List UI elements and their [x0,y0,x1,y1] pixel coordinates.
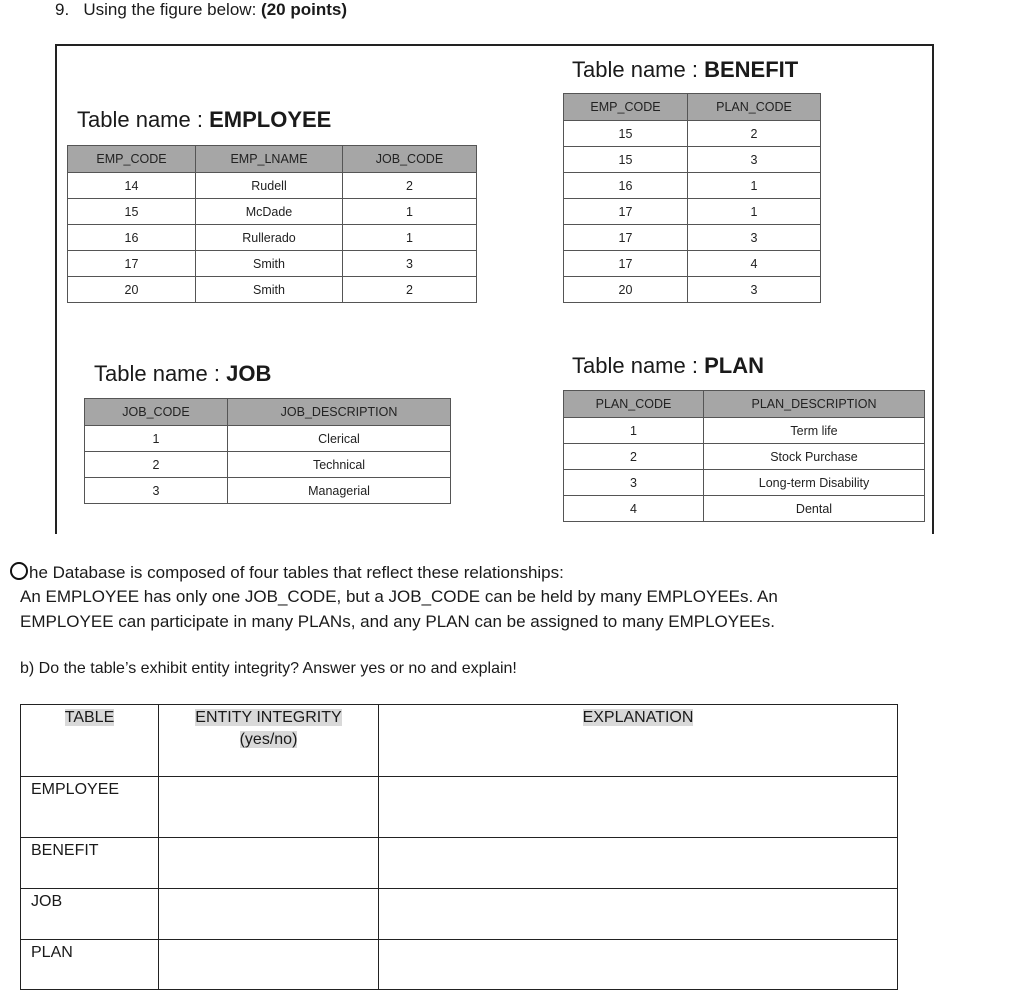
table-row [564,418,925,444]
title-name: BENEFIT [704,57,799,82]
title-prefix: Table name : [77,107,203,132]
job-table [84,398,451,504]
table-row [564,277,821,303]
column-header: EMP_CODE [564,94,688,121]
table-row [564,121,821,147]
table-cell: 17 [564,225,688,251]
description-line-1 [22,562,564,583]
table-cell: 15 [564,147,688,173]
table-cell: 17 [68,251,196,277]
table-row [564,444,925,470]
integrity-answer-cell[interactable] [159,777,379,838]
table-row [564,173,821,199]
table-cell: Technical [228,452,451,478]
table-cell: Managerial [228,478,451,504]
table-cell: 2 [564,444,704,470]
table-cell: 16 [564,173,688,199]
table-row [68,277,477,303]
table-cell: 3 [688,225,821,251]
column-header: EMP_LNAME [196,146,343,173]
header-explanation-cell [379,705,898,777]
employee-table [67,145,477,303]
title-name: EMPLOYEE [209,107,332,132]
table-row [564,199,821,225]
table-row [21,777,898,838]
column-header: EMP_CODE [68,146,196,173]
table-cell: 20 [564,277,688,303]
table-row [21,940,898,990]
table-cell: 20 [68,277,196,303]
table-cell: 3 [688,277,821,303]
plan-table [563,390,925,522]
table-cell: 1 [688,199,821,225]
table-cell: McDade [196,199,343,225]
table-row [85,452,451,478]
table-cell: 2 [85,452,228,478]
table-row [21,838,898,889]
table-row [68,251,477,277]
column-header: JOB_CODE [85,399,228,426]
title-name: JOB [226,361,272,386]
table-row [68,173,477,199]
table-row [68,199,477,225]
table-header-row [564,391,925,418]
table-row [21,889,898,940]
title-prefix: Table name : [572,353,698,378]
explanation-answer-cell[interactable] [379,838,898,889]
answer-table [20,704,898,990]
table-cell: Term life [704,418,925,444]
description-line-2: An EMPLOYEE has only one JOB_CODE, but a JOB_CODE can be held by many EMPLOYEEs. An [20,587,778,606]
column-header: JOB_CODE [343,146,477,173]
header-integrity-line1: ENTITY INTEGRITY [195,709,342,726]
table-header-row [564,94,821,121]
integrity-answer-cell[interactable] [159,838,379,889]
table-cell: Rullerado [196,225,343,251]
table-cell: 15 [564,121,688,147]
header-integrity-line2: (yes/no) [239,731,298,748]
table-header-row [85,399,451,426]
column-header: PLAN_CODE [688,94,821,121]
question-number: 9. [55,0,70,19]
question-text: Using the figure below: [83,0,257,19]
question-heading [55,0,347,20]
table-cell: 2 [343,277,477,303]
explanation-answer-cell[interactable] [379,940,898,990]
description-line-3: EMPLOYEE can participate in many PLANs, and any PLAN can be assigned to many EMPLOYEEs. [20,612,775,631]
table-cell: 17 [564,199,688,225]
table-header-row [68,146,477,173]
explanation-answer-cell[interactable] [379,777,898,838]
table-cell: Dental [704,496,925,522]
table-cell: 1 [85,426,228,452]
title-prefix: Table name : [572,57,698,82]
row-label: JOB [21,889,159,940]
table-cell: Smith [196,251,343,277]
table-cell: 4 [564,496,704,522]
table-cell: Clerical [228,426,451,452]
table-cell: 16 [68,225,196,251]
column-header: JOB_DESCRIPTION [228,399,451,426]
plan-table-title [572,353,764,379]
table-cell: Long-term Disability [704,470,925,496]
job-table-title [94,361,271,387]
title-prefix: Table name : [94,361,220,386]
table-cell: 1 [343,199,477,225]
table-cell: 1 [564,418,704,444]
table-cell: 17 [564,251,688,277]
table-cell: 14 [68,173,196,199]
table-row [564,225,821,251]
part-b-question: b) Do the table’s exhibit entity integrity? Answer yes or no and explain! [20,660,517,677]
question-points: (20 points) [261,0,347,19]
table-row [564,496,925,522]
table-row [85,478,451,504]
table-cell: 3 [688,147,821,173]
title-name: PLAN [704,353,764,378]
table-cell: 3 [564,470,704,496]
row-label: PLAN [21,940,159,990]
benefit-table-title [572,57,798,83]
employee-table-title [77,107,331,133]
table-cell: 2 [343,173,477,199]
row-label: EMPLOYEE [21,777,159,838]
table-cell: Smith [196,277,343,303]
column-header: PLAN_DESCRIPTION [704,391,925,418]
integrity-answer-cell[interactable] [159,940,379,990]
table-row [85,426,451,452]
row-label: BENEFIT [21,838,159,889]
header-table: TABLE [64,709,115,726]
benefit-table [563,93,821,303]
table-cell: 2 [688,121,821,147]
description-text: he Database is composed of four tables that reflect these relationships: [29,563,564,582]
explanation-answer-cell[interactable] [379,889,898,940]
integrity-answer-cell[interactable] [159,889,379,940]
column-header: PLAN_CODE [564,391,704,418]
header-explanation: EXPLANATION [582,709,694,726]
table-cell: 4 [688,251,821,277]
table-row [564,251,821,277]
table-cell: 3 [343,251,477,277]
table-cell: 1 [688,173,821,199]
circle-mark-icon [10,562,28,580]
table-cell: 15 [68,199,196,225]
table-cell: Stock Purchase [704,444,925,470]
table-cell: 3 [85,478,228,504]
table-cell: 1 [343,225,477,251]
table-row [564,147,821,173]
table-cell: Rudell [196,173,343,199]
header-integrity-cell [159,705,379,777]
table-row [68,225,477,251]
table-row [564,470,925,496]
answer-header-row [21,705,898,777]
header-table-cell [21,705,159,777]
